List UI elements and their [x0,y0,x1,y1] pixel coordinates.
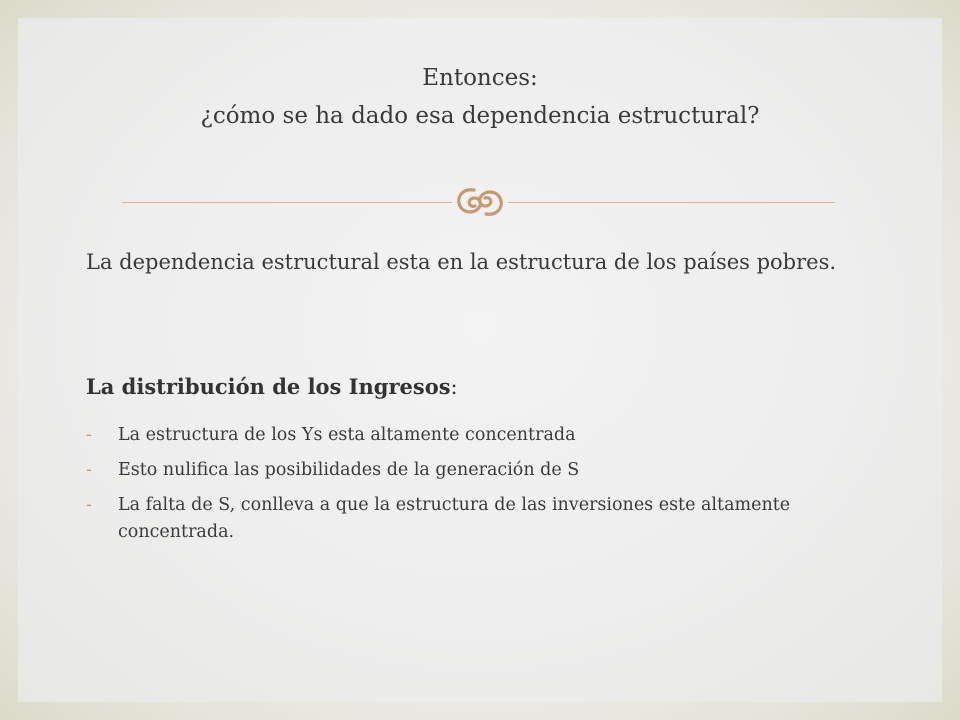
bullet-dash: - [86,495,92,515]
list-item [86,422,880,449]
list-item [86,492,880,546]
section-heading [86,372,458,402]
bullet-text: La falta de S, conlleva a que la estructura de las inversiones este altamente concentrada. [118,495,791,542]
section-heading-colon: : [450,375,458,399]
bullet-text: La estructura de los Ys esta altamente concentrada [118,425,576,445]
fleuron-ornament-icon [452,184,508,220]
divider-left [122,202,452,203]
slide-title-line-1: Entonces: [422,65,538,91]
slide-title-line-2: ¿cómo se ha dado esa dependencia estructural? [200,103,760,129]
section-heading-text: La distribución de los Ingresos [86,374,451,399]
bullet-dash: - [86,425,92,445]
bullet-list [86,422,880,554]
divider-right [508,202,835,203]
intro-paragraph: La dependencia estructural esta en la estructura de los países pobres. [86,250,837,274]
list-item [86,457,880,484]
bullet-text: Esto nulifica las posibilidades de la generación de S [118,460,580,480]
bullet-dash: - [86,460,92,480]
